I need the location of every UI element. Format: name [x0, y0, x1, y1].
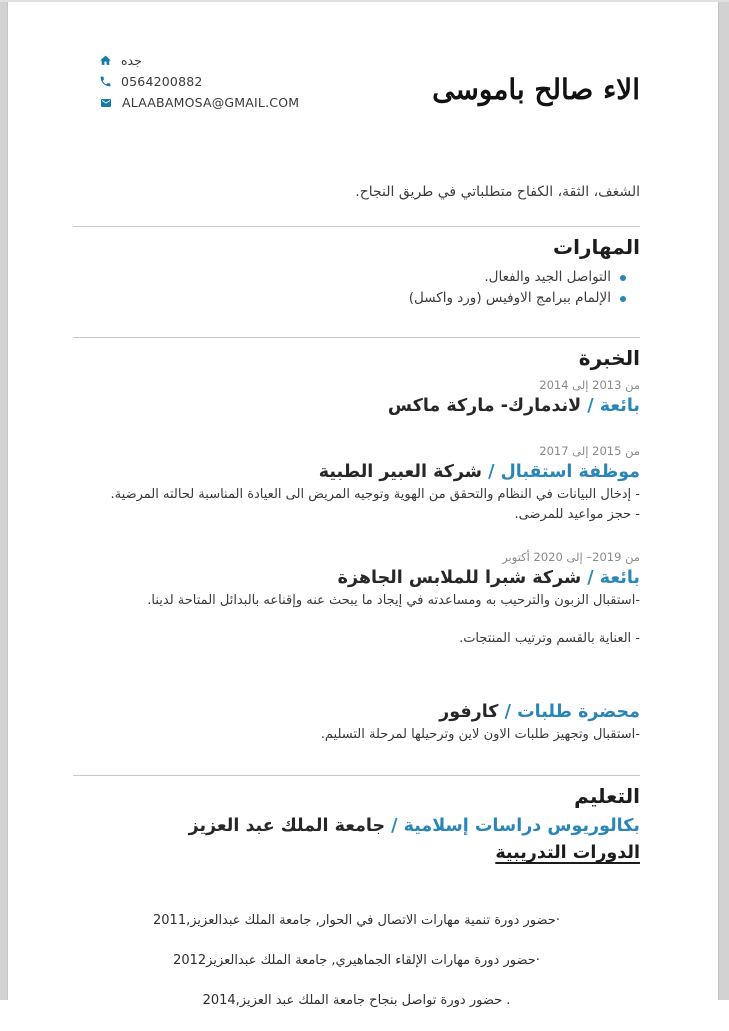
resume-content [73, 0, 640, 1031]
skill-text: التواصل الجيد والفعال. [484, 269, 611, 285]
candidate-name: الاء صالح باموسى [432, 73, 640, 106]
entry-title [73, 393, 640, 419]
job-role: بائعة [599, 568, 640, 588]
home-icon [99, 54, 112, 67]
header [73, 50, 640, 118]
section-divider [73, 337, 640, 338]
school-name: جامعة الملك عبد العزيز [188, 816, 386, 836]
phone-text: 0564200882 [121, 74, 203, 89]
entry-title [73, 699, 640, 725]
page-edge-top [0, 0, 729, 2]
experience-entry [73, 377, 640, 419]
title-separator: / [581, 568, 600, 588]
title-separator: / [385, 816, 404, 836]
entry-detail: -استقبال وتجهيز طلبات الاون لاين وترحيلها لمرحلة التسليم. [320, 727, 640, 742]
section-title-experience: الخبرة [578, 346, 640, 370]
phone-icon [99, 75, 112, 88]
entry-detail: - حجز مواعيد للمرضى. [514, 507, 640, 522]
email-icon [99, 97, 113, 109]
experience-entry [73, 443, 640, 525]
degree-line [73, 813, 640, 839]
skill-item [73, 288, 640, 309]
bullet-dot [620, 275, 626, 281]
skill-item [73, 267, 640, 288]
entry-date: من 2013 إلى 2014 [539, 378, 640, 392]
course-item: ·حضور دورة تنمية مهارات الاتصال في الحوار, جامعة الملك عبدالعزيز,2011 [153, 913, 560, 928]
title-separator: / [481, 462, 501, 482]
job-role: موظفة استقبال [500, 462, 640, 482]
entry-date: من 2015 إلى 2017 [539, 444, 640, 458]
page-edge-right [718, 0, 729, 1000]
section-divider [73, 226, 640, 227]
courses-title: الدورات التدريبية [495, 843, 640, 863]
entry-date: من 2019– إلى 2020 أكتوبر [502, 550, 640, 564]
contact-block [99, 50, 299, 113]
company-name: كارفور [439, 702, 499, 722]
page-edge-left [0, 0, 8, 1000]
entry-detail: - إدخال البيانات في النظام والتحقق من الهوية وتوجيه المريض الى العيادة المناسبة لحالته المرضية. [110, 487, 640, 502]
degree-name: بكالوريوس دراسات إسلامية [403, 816, 640, 836]
bullet-dot [620, 296, 626, 302]
title-separator: / [581, 396, 600, 416]
experience-entry [73, 549, 640, 649]
contact-phone [99, 71, 299, 92]
skills-list [73, 267, 640, 309]
contact-email [99, 92, 299, 113]
contact-location [99, 50, 299, 71]
section-divider [73, 775, 640, 776]
email-text: ALAABAMOSA@GMAIL.COM [122, 95, 300, 110]
section-title-skills: المهارات [553, 235, 640, 259]
entry-detail: - العناية بالقسم وترتيب المنتجات. [459, 631, 640, 646]
entry-detail: -استقبال الزبون والترحيب به ومساعدته في إيجاد ما يبحث عنه وإقناعه بالبدائل المتاحة لدينا. [147, 593, 640, 608]
job-role: بائعة [599, 396, 640, 416]
experience-entry [73, 699, 640, 745]
section-title-education: التعليم [574, 784, 640, 808]
location-text: جده [121, 53, 142, 68]
job-role: محضرة طلبات [517, 702, 640, 722]
company-name: شركة شبرا للملابس الجاهزة [337, 568, 582, 588]
courses-list [73, 911, 640, 1011]
company-name: شركة العبير الطبية [318, 462, 482, 482]
skill-text: الإلمام ببرامج الاوفيس (ورد واكسل) [408, 290, 611, 306]
company-name: لاندمارك- ماركة ماكس [387, 396, 582, 416]
entry-title [73, 565, 640, 591]
title-separator: / [498, 702, 518, 722]
tagline: الشغف، الثقة، الكفاح متطلباتي في طريق النجاح. [355, 184, 640, 200]
course-item: . حضور دورة تواصل بنجاح جامعة الملك عبد العزيز,2014 [202, 993, 511, 1008]
course-item: ·حضور دورة مهارات الإلقاء الجماهيري, جامعة الملك عبدالعزيز2012 [173, 953, 540, 968]
entry-title [73, 459, 640, 485]
